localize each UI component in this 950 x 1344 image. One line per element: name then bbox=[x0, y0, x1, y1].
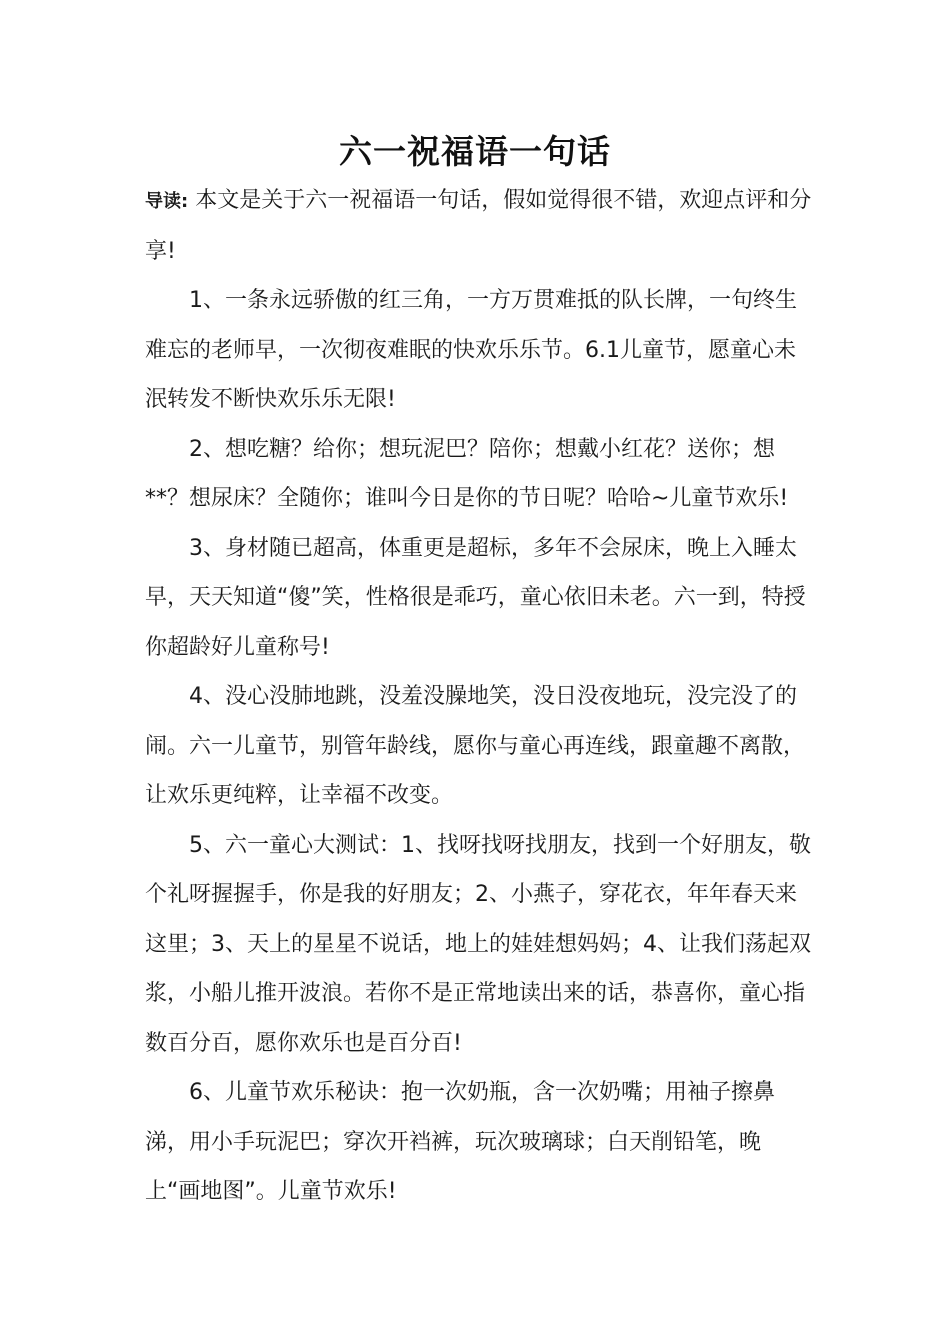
paragraph-1: 1、一条永远骄傲的红三角，一方万贯难抵的队长牌，一句终生难忘的老师早，一次彻夜难眠的快欢乐乐节。6.1儿童节，愿童心未泯转发不断快欢乐乐无限! bbox=[145, 288, 797, 412]
paragraph-3: 3、身材随已超高，体重更是超标，多年不会尿床，晚上入睡太早，天天知道“傻”笑，性格很是乖巧，童心依旧未老。六一到，特授你超龄好儿童称号! bbox=[145, 535, 806, 660]
document-title: 六一祝福语一句话 bbox=[339, 132, 611, 171]
document-body bbox=[145, 176, 813, 1217]
intro-text: 本文是关于六一祝福语一句话，假如觉得很不错，欢迎点评和分享! bbox=[145, 188, 812, 264]
paragraph-5: 5、六一童心大测试：1、找呀找呀找朋友，找到一个好朋友，敬个礼呀握握手，你是我的好朋友；2、小燕子，穿花衣，年年春天来这里；3、天上的星星不说话，地上的娃娃想妈妈；4、让我们荡起双浆，小船儿推开波浪。若你不是正常地读出来的话，恭喜你，童心指数百分百，愿你欢乐也是百分百! bbox=[145, 832, 811, 1056]
intro-label: 导读: bbox=[145, 191, 189, 212]
intro-paragraph bbox=[145, 176, 813, 276]
paragraph-2: 2、想吃糖？给你；想玩泥巴？陪你；想戴小红花？送你；想**？想尿床？全随你；谁叫今日是你的节日呢？哈哈~儿童节欢乐! bbox=[145, 436, 789, 511]
paragraph-6: 6、儿童节欢乐秘诀：抱一次奶瓶，含一次奶嘴；用袖子擦鼻涕，用小手玩泥巴；穿次开裆裤，玩次玻璃球；白天削铅笔，晚上“画地图”。儿童节欢乐! bbox=[145, 1080, 775, 1204]
paragraph-4: 4、没心没肺地跳，没羞没臊地笑，没日没夜地玩，没完没了的闹。六一儿童节，别管年龄线，愿你与童心再连线，跟童趣不离散，让欢乐更纯粹，让幸福不改变。 bbox=[145, 684, 806, 808]
